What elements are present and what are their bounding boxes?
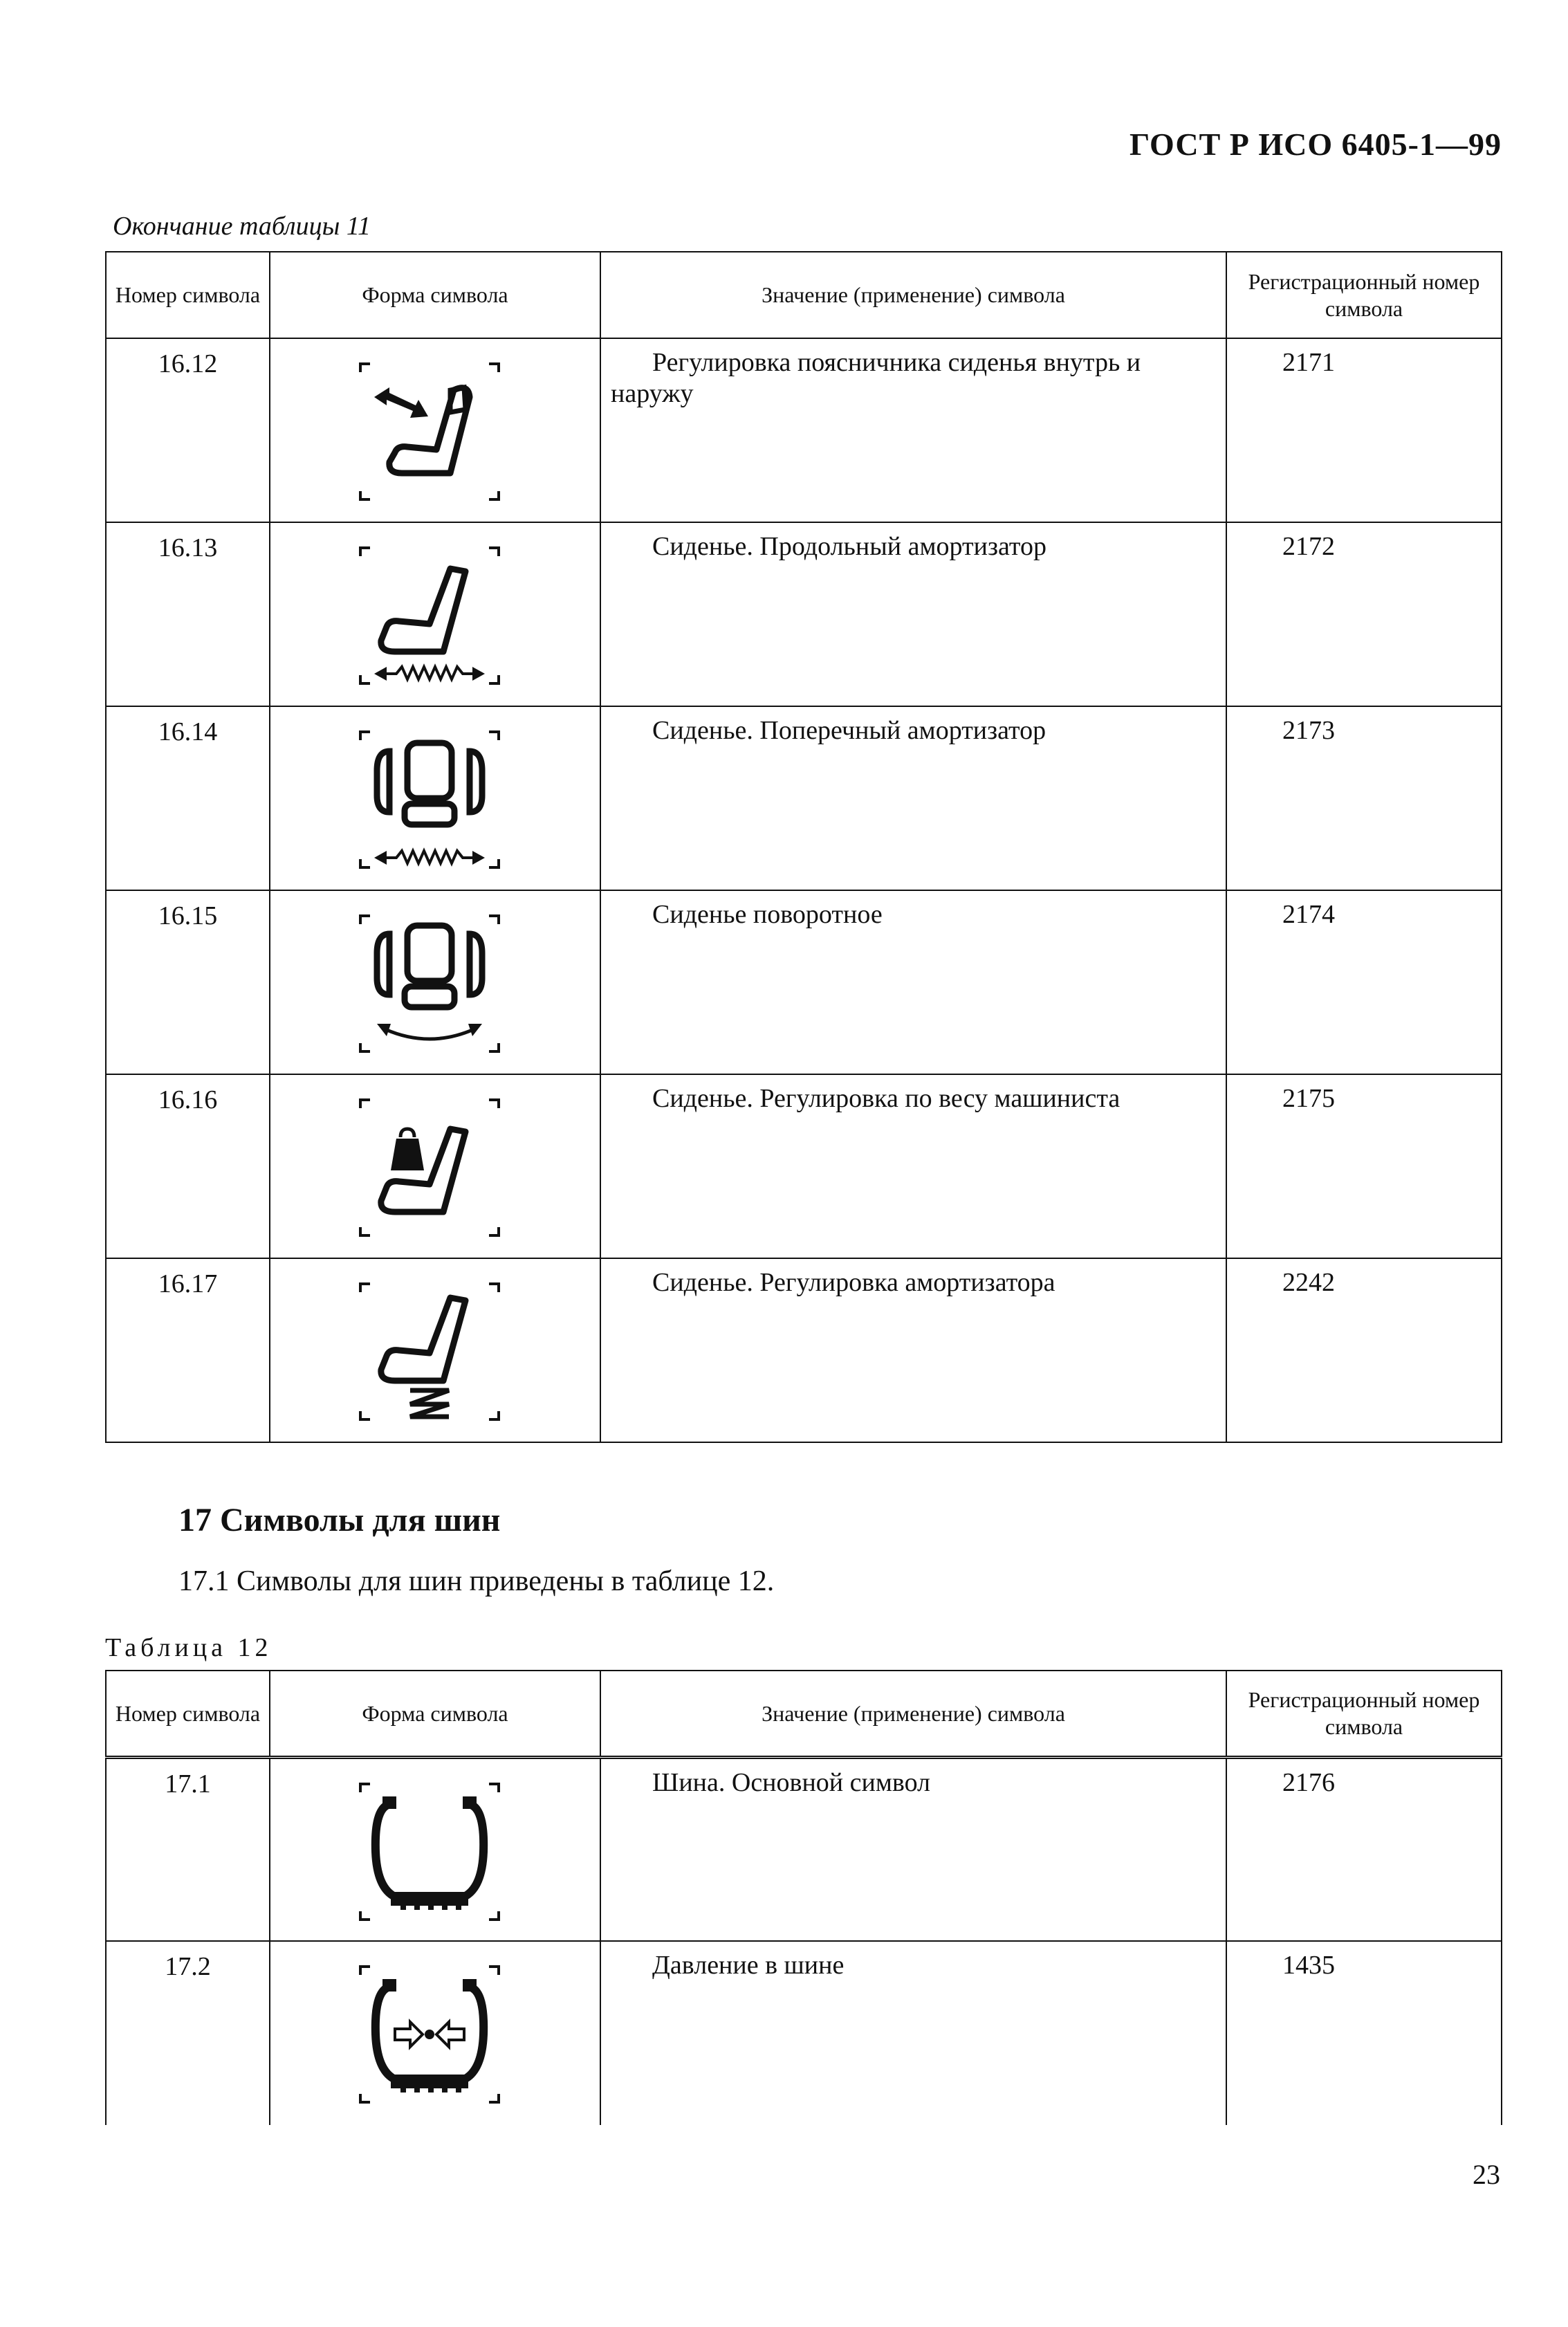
table-row <box>106 706 1502 890</box>
registration-number: 2175 <box>1226 1074 1502 1258</box>
column-header-desc: Значение (применение) символа <box>600 1671 1226 1757</box>
column-header-num: Номер символа <box>106 252 270 338</box>
section-paragraph: 17.1 Символы для шин приведены в таблице 12. <box>178 1565 775 1597</box>
registration-number: 2172 <box>1226 522 1502 706</box>
table-11 <box>105 251 1502 1443</box>
symbol-number: 17.1 <box>106 1757 270 1941</box>
column-header-shape: Форма символа <box>270 1671 600 1757</box>
table-row <box>106 1941 1502 2125</box>
symbol-meaning: Давление в шине <box>652 1951 845 1980</box>
tire-icon <box>347 1769 513 1935</box>
seat-shock-adjust-icon <box>347 1269 513 1435</box>
table-row <box>106 1074 1502 1258</box>
symbol-number: 16.17 <box>106 1258 270 1442</box>
symbol-meaning: Сиденье. Регулировка по весу машиниста <box>652 1084 1120 1113</box>
seat-lateral-shock-icon <box>347 717 513 883</box>
standard-header: ГОСТ Р ИСО 6405-1—99 <box>1129 127 1502 162</box>
seat-longitudinal-shock-icon <box>347 533 513 699</box>
seat-swivel-icon <box>347 901 513 1067</box>
registration-number: 2174 <box>1226 890 1502 1074</box>
column-header-shape: Форма символа <box>270 252 600 338</box>
column-header-desc: Значение (применение) символа <box>600 252 1226 338</box>
table-header-row <box>106 1671 1502 1757</box>
table-header-row <box>106 252 1502 338</box>
seat-weight-adjust-icon <box>347 1085 513 1251</box>
page-number: 23 <box>1473 2159 1500 2190</box>
symbol-meaning: Сиденье. Продольный амортизатор <box>652 532 1046 561</box>
section-title: 17 Символы для шин <box>178 1502 501 1538</box>
seat-lumbar-adjust-icon <box>347 349 513 515</box>
registration-number: 1435 <box>1226 1941 1502 2125</box>
registration-number: 2176 <box>1226 1757 1502 1941</box>
symbol-number: 16.14 <box>106 706 270 890</box>
symbol-meaning: Шина. Основной символ <box>652 1767 931 1797</box>
table-row <box>106 1258 1502 1442</box>
symbol-number: 16.12 <box>106 338 270 522</box>
registration-number: 2242 <box>1226 1258 1502 1442</box>
table-row <box>106 1757 1502 1941</box>
symbol-number: 16.15 <box>106 890 270 1074</box>
column-header-reg: Регистрационный номер символа <box>1226 1671 1502 1757</box>
column-header-num: Номер символа <box>106 1671 270 1757</box>
registration-number: 2171 <box>1226 338 1502 522</box>
symbol-number: 16.13 <box>106 522 270 706</box>
column-header-reg: Регистрационный номер символа <box>1226 252 1502 338</box>
table-11-caption: Окончание таблицы 11 <box>113 212 371 241</box>
symbol-meaning: Сиденье. Поперечный амортизатор <box>652 716 1046 745</box>
symbol-meaning: Сиденье поворотное <box>652 900 883 929</box>
table-row <box>106 338 1502 522</box>
tire-pressure-icon <box>347 1951 513 2117</box>
table-row <box>106 890 1502 1074</box>
table-12-caption: Таблица 12 <box>105 1633 273 1662</box>
table-12 <box>105 1670 1502 2125</box>
symbol-meaning: Сиденье. Регулировка амортизатора <box>652 1268 1055 1297</box>
symbol-number: 16.16 <box>106 1074 270 1258</box>
table-row <box>106 522 1502 706</box>
symbol-number: 17.2 <box>106 1941 270 2125</box>
symbol-meaning: Регулировка поясничника сиденья внутрь и наружу <box>611 348 1141 408</box>
registration-number: 2173 <box>1226 706 1502 890</box>
